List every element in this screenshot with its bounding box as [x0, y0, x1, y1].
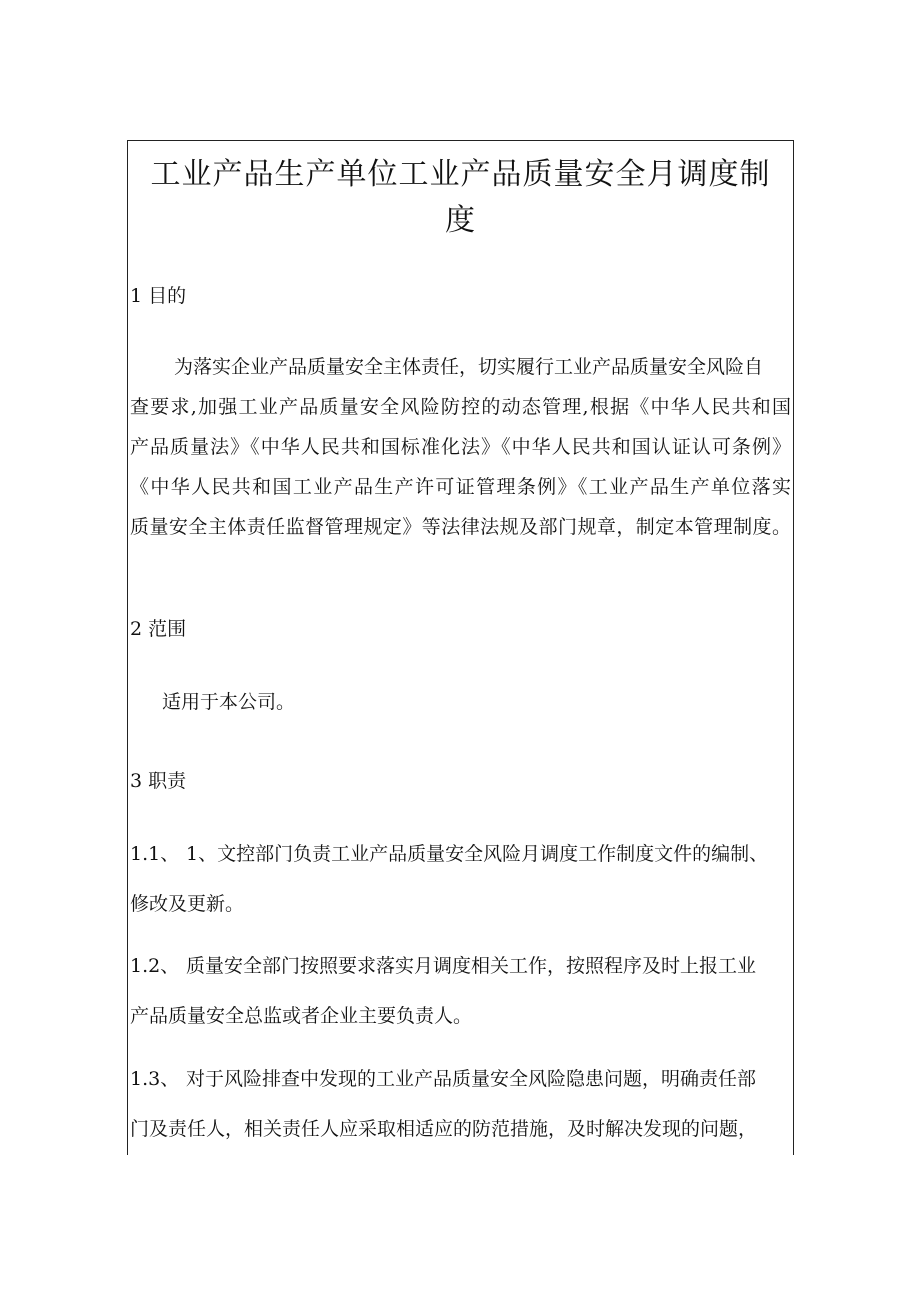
- duty-item-2: [130, 953, 791, 979]
- section-heading-scope: 2 范围: [130, 618, 187, 640]
- duty-item-3: [130, 1066, 791, 1092]
- purpose-line-4: 《中华人民共和国工业产品生产许可证管理条例》《工业产品生产单位落实: [130, 476, 791, 498]
- duty-item-number: 1.1、: [130, 843, 180, 865]
- duty-item-1: [130, 841, 791, 867]
- duty-item-text: 对于风险排查中发现的工业产品质量安全风险隐患问题，明确责任部: [186, 1068, 757, 1090]
- duty-item-2-continuation: 产品质量安全总监或者企业主要负责人。: [130, 1005, 473, 1027]
- purpose-line-5: 质量安全主体责任监督管理规定》等法律法规及部门规章，制定本管理制度。: [130, 516, 791, 538]
- duty-item-1-continuation: 修改及更新。: [130, 893, 245, 915]
- purpose-line-2: 查要求,加强工业产品质量安全风险防控的动态管理,根据《中华人民共和国: [130, 396, 791, 418]
- document-title-line-1: 工业产品生产单位工业产品质量安全月调度制: [150, 157, 771, 192]
- scope-text: 适用于本公司。: [162, 691, 296, 713]
- section-heading-duties: 3 职责: [130, 770, 187, 792]
- duty-item-text: 质量安全部门按照要求落实月调度相关工作，按照程序及时上报工业: [186, 955, 757, 977]
- duty-item-number: 1.3、: [130, 1068, 180, 1090]
- duty-item-text: 1、文控部门负责工业产品质量安全风险月调度工作制度文件的编制、: [186, 843, 769, 865]
- document-title-line-2: 度: [445, 203, 476, 238]
- duty-item-3-continuation: 门及责任人，相关责任人应采取相适应的防范措施，及时解决发现的问题，: [130, 1118, 758, 1140]
- purpose-line-3: 产品质量法》《中华人民共和国标准化法》《中华人民共和国认证认可条例》: [130, 436, 791, 458]
- document-frame: [127, 140, 794, 1155]
- section-heading-purpose: 1 目的: [130, 285, 187, 307]
- purpose-line-1: 为落实企业产品质量安全主体责任，切实履行工业产品质量安全风险自: [174, 356, 764, 378]
- duty-item-number: 1.2、: [130, 955, 180, 977]
